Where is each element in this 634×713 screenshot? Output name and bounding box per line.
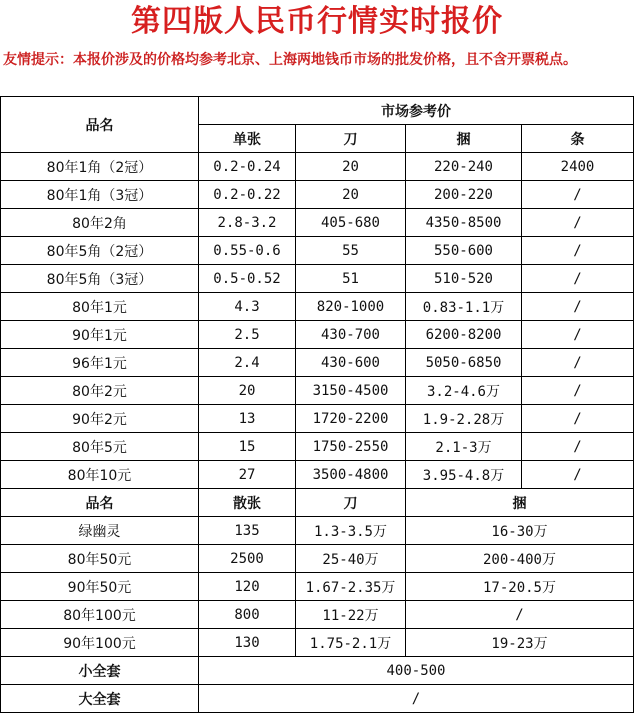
- header-single: 单张: [199, 125, 296, 153]
- table-row: [1, 433, 634, 461]
- cell-scattered: 120: [199, 573, 296, 601]
- table-row: [1, 321, 634, 349]
- cell-kun: 16-30万: [406, 517, 634, 545]
- cell-tiao: /: [522, 209, 634, 237]
- table-row: [1, 405, 634, 433]
- header-market-ref: 市场参考价: [199, 97, 634, 125]
- table-row: [1, 461, 634, 489]
- header-kun: 捆: [406, 125, 522, 153]
- cell-tiao: 2400: [522, 153, 634, 181]
- cell-kun: 3.2-4.6万: [406, 377, 522, 405]
- cell-kun: 2.1-3万: [406, 433, 522, 461]
- cell-dao: 430-700: [296, 321, 406, 349]
- cell-single: 20: [199, 377, 296, 405]
- cell-tiao: /: [522, 461, 634, 489]
- cell-dao: 11-22万: [296, 601, 406, 629]
- cell-kun: 510-520: [406, 265, 522, 293]
- cell-dao: 1750-2550: [296, 433, 406, 461]
- cell-dao: 3150-4500: [296, 377, 406, 405]
- cell-dao: 20: [296, 181, 406, 209]
- cell-kun: 19-23万: [406, 629, 634, 657]
- cell-kun: 200-400万: [406, 545, 634, 573]
- cell-tiao: /: [522, 433, 634, 461]
- cell-tiao: /: [522, 321, 634, 349]
- table-row: [1, 517, 634, 545]
- cell-dao: 1.3-3.5万: [296, 517, 406, 545]
- cell-name: 80年1角（2冠）: [1, 153, 199, 181]
- cell-name: 80年50元: [1, 545, 199, 573]
- page-title: 第四版人民币行情实时报价: [131, 4, 503, 39]
- cell-dao: 430-600: [296, 349, 406, 377]
- cell-single: 0.55-0.6: [199, 237, 296, 265]
- price-table-body: [1, 97, 634, 713]
- cell-tiao: /: [522, 181, 634, 209]
- cell-name: 90年50元: [1, 573, 199, 601]
- cell-single: 0.2-0.24: [199, 153, 296, 181]
- table-row: [1, 209, 634, 237]
- header2-scattered: 散张: [199, 489, 296, 517]
- cell-tiao: /: [522, 405, 634, 433]
- cell-tiao: /: [522, 349, 634, 377]
- cell-kun: 3.95-4.8万: [406, 461, 522, 489]
- cell-scattered: 800: [199, 601, 296, 629]
- cell-set-value: /: [199, 685, 634, 713]
- header2-dao: 刀: [296, 489, 406, 517]
- notice-text: 友情提示：本报价涉及的价格均参考北京、上海两地钱币市场的批发价格，且不含开票税点。: [3, 52, 577, 68]
- header-name: 品名: [1, 97, 199, 153]
- cell-kun: 550-600: [406, 237, 522, 265]
- cell-kun: 4350-8500: [406, 209, 522, 237]
- table-row: [1, 601, 634, 629]
- cell-single: 2.4: [199, 349, 296, 377]
- cell-dao: 55: [296, 237, 406, 265]
- header2-name: 品名: [1, 489, 199, 517]
- cell-single: 4.3: [199, 293, 296, 321]
- cell-tiao: /: [522, 237, 634, 265]
- price-table: [0, 96, 634, 713]
- cell-name: 80年1角（3冠）: [1, 181, 199, 209]
- cell-set-name: 大全套: [1, 685, 199, 713]
- cell-name: 80年100元: [1, 601, 199, 629]
- cell-name: 80年10元: [1, 461, 199, 489]
- cell-tiao: /: [522, 293, 634, 321]
- cell-kun: /: [406, 601, 634, 629]
- cell-scattered: 135: [199, 517, 296, 545]
- cell-scattered: 2500: [199, 545, 296, 573]
- table-row: [1, 349, 634, 377]
- cell-dao: 1720-2200: [296, 405, 406, 433]
- table-row: [1, 153, 634, 181]
- cell-kun: 200-220: [406, 181, 522, 209]
- table-row: [1, 181, 634, 209]
- cell-set-value: 400-500: [199, 657, 634, 685]
- cell-single: 0.5-0.52: [199, 265, 296, 293]
- set-row: [1, 685, 634, 713]
- table-row: [1, 377, 634, 405]
- table-row: [1, 265, 634, 293]
- cell-dao: 820-1000: [296, 293, 406, 321]
- cell-name: 80年5元: [1, 433, 199, 461]
- set-row: [1, 657, 634, 685]
- cell-dao: 51: [296, 265, 406, 293]
- cell-dao: 1.75-2.1万: [296, 629, 406, 657]
- cell-name: 绿幽灵: [1, 517, 199, 545]
- table-row: [1, 237, 634, 265]
- cell-name: 90年1元: [1, 321, 199, 349]
- cell-dao: 20: [296, 153, 406, 181]
- cell-name: 96年1元: [1, 349, 199, 377]
- cell-single: 13: [199, 405, 296, 433]
- cell-kun: 6200-8200: [406, 321, 522, 349]
- cell-scattered: 130: [199, 629, 296, 657]
- cell-name: 80年5角（3冠）: [1, 265, 199, 293]
- cell-kun: 220-240: [406, 153, 522, 181]
- cell-single: 2.8-3.2: [199, 209, 296, 237]
- cell-dao: 405-680: [296, 209, 406, 237]
- cell-name: 90年100元: [1, 629, 199, 657]
- cell-dao: 3500-4800: [296, 461, 406, 489]
- cell-name: 80年5角（2冠）: [1, 237, 199, 265]
- cell-tiao: /: [522, 265, 634, 293]
- cell-single: 2.5: [199, 321, 296, 349]
- cell-dao: 1.67-2.35万: [296, 573, 406, 601]
- cell-name: 90年2元: [1, 405, 199, 433]
- cell-set-name: 小全套: [1, 657, 199, 685]
- table-row: [1, 573, 634, 601]
- table-row: [1, 629, 634, 657]
- table-row: [1, 293, 634, 321]
- header-dao: 刀: [296, 125, 406, 153]
- header-tiao: 条: [522, 125, 634, 153]
- header-row-3: [1, 489, 634, 517]
- cell-tiao: /: [522, 377, 634, 405]
- cell-kun: 1.9-2.28万: [406, 405, 522, 433]
- cell-kun: 0.83-1.1万: [406, 293, 522, 321]
- header-row-1: [1, 97, 634, 125]
- table-row: [1, 545, 634, 573]
- cell-dao: 25-40万: [296, 545, 406, 573]
- cell-single: 0.2-0.22: [199, 181, 296, 209]
- cell-kun: 17-20.5万: [406, 573, 634, 601]
- cell-name: 80年2元: [1, 377, 199, 405]
- cell-name: 80年1元: [1, 293, 199, 321]
- cell-kun: 5050-6850: [406, 349, 522, 377]
- cell-single: 15: [199, 433, 296, 461]
- header2-kun: 捆: [406, 489, 634, 517]
- cell-single: 27: [199, 461, 296, 489]
- cell-name: 80年2角: [1, 209, 199, 237]
